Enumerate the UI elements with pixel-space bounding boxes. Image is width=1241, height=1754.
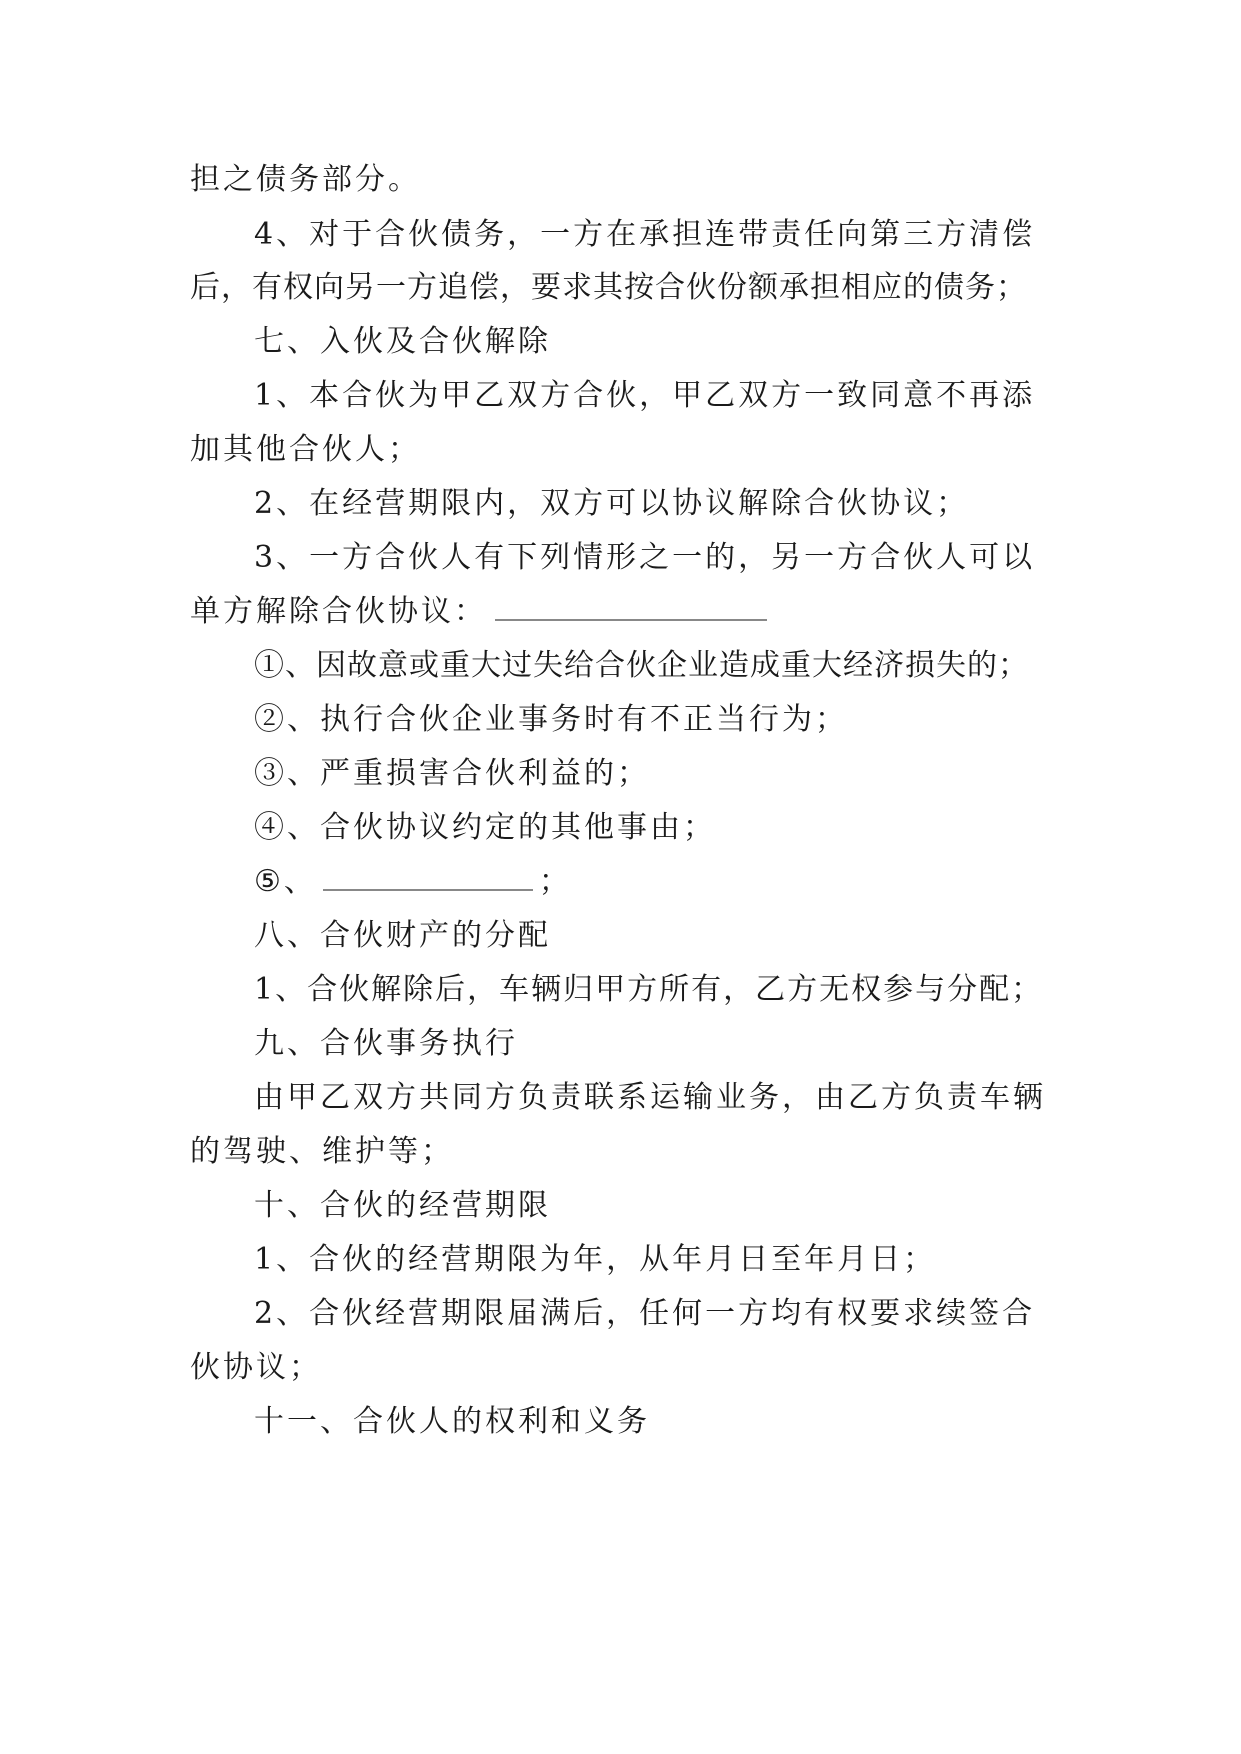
- text-line: 2、在经营期限内，双方可以协议解除合伙协议；: [254, 486, 970, 521]
- text-segment: ⑤、: [254, 864, 317, 899]
- text-line: 1、本合伙为甲乙双方合伙，甲乙双方一致同意不再添: [254, 378, 1036, 413]
- list-item: ①、因故意或重大过失给合伙企业造成重大经济损失的；: [254, 648, 1029, 683]
- list-item: ②、执行合伙企业事务时有不正当行为；: [254, 702, 848, 737]
- list-item: ③、严重损害合伙利益的；: [254, 756, 650, 791]
- text-line: 伙协议；: [190, 1350, 322, 1385]
- text-line-with-blank: [190, 592, 767, 632]
- section-heading: 十、合伙的经营期限: [254, 1188, 551, 1223]
- section-heading: 十一、合伙人的权利和义务: [254, 1404, 650, 1439]
- text-line: 的驾驶、维护等；: [190, 1134, 454, 1169]
- text-line: 2、合伙经营期限届满后，任何一方均有权要求续签合: [254, 1296, 1036, 1331]
- text-line: 加其他合伙人；: [190, 432, 421, 467]
- section-heading: 八、合伙财产的分配: [254, 918, 551, 953]
- text-line: 担之债务部分。: [190, 162, 421, 197]
- text-line: 由甲乙双方共同方负责联系运输业务，由乙方负责车辆: [254, 1080, 1046, 1115]
- text-line: 3、一方合伙人有下列情形之一的，另一方合伙人可以: [254, 540, 1036, 575]
- fill-in-blank: [323, 863, 533, 891]
- list-item-with-blank: [254, 862, 572, 902]
- text-line: 1、合伙的经营期限为年，从年月日至年月日；: [254, 1242, 937, 1277]
- text-segment: 单方解除合伙协议：: [190, 594, 487, 629]
- text-line: 4、对于合伙债务，一方在承担连带责任向第三方清偿: [254, 217, 1036, 252]
- text-line: 1、合伙解除后，车辆归甲方所有，乙方无权参与分配；: [254, 972, 1044, 1007]
- section-heading: 九、合伙事务执行: [254, 1026, 518, 1061]
- text-line: 后，有权向另一方追偿，要求其按合伙份额承担相应的债务；: [190, 270, 1027, 305]
- fill-in-blank: [495, 593, 767, 621]
- section-heading: 七、入伙及合伙解除: [254, 324, 551, 359]
- list-item: ④、合伙协议约定的其他事由；: [254, 810, 716, 845]
- text-segment: ；: [538, 864, 572, 899]
